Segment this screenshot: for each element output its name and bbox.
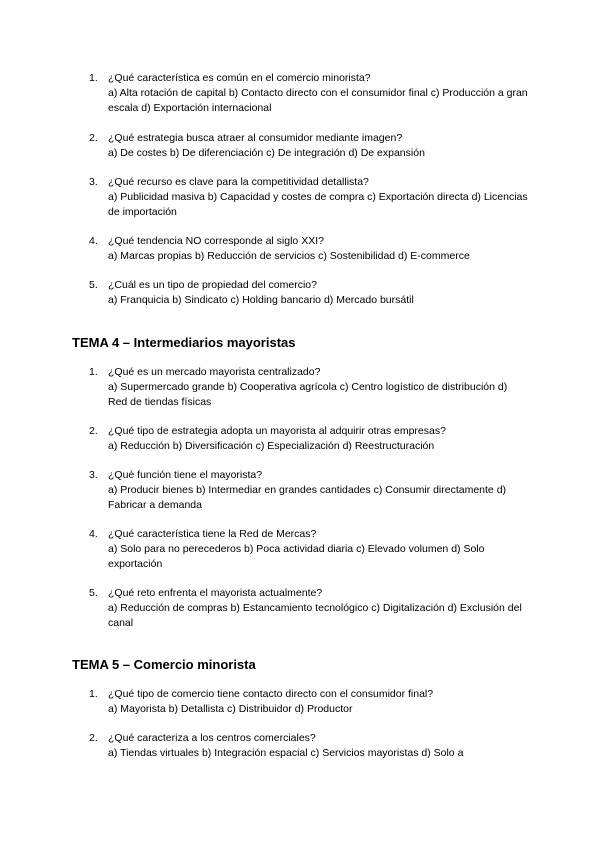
question-text: ¿Qué tipo de comercio tiene contacto directo con el consumidor final? — [108, 688, 434, 700]
question-number: 4. — [89, 235, 98, 247]
question-text: ¿Qué tipo de estrategia adopta un mayorista al adquirir otras empresas? — [108, 425, 446, 437]
question-item — [89, 71, 528, 116]
question-number: 1. — [89, 688, 98, 700]
question-options: a) Publicidad masiva b) Capacidad y costes de compra c) Exportación directa d) Licencias de importación — [108, 191, 528, 218]
question-number: 3. — [89, 469, 98, 481]
question-item — [89, 278, 528, 308]
section-heading: TEMA 4 – Intermediarios mayoristas — [72, 335, 296, 350]
question-text: ¿Qué característica es común en el comercio minorista? — [108, 72, 371, 84]
question-text: ¿Qué es un mercado mayorista centralizado? — [108, 366, 321, 378]
question-options: a) Reducción b) Diversificación c) Especialización d) Reestructuración — [108, 440, 435, 452]
question-item — [89, 234, 528, 264]
section-heading: TEMA 5 – Comercio minorista — [72, 657, 256, 672]
question-number: 3. — [89, 176, 98, 188]
question-number: 2. — [89, 132, 98, 144]
question-item — [89, 687, 528, 717]
question-number: 1. — [89, 72, 98, 84]
question-item — [89, 527, 528, 572]
question-options: a) Marcas propias b) Reducción de servicios c) Sostenibilidad d) E-commerce — [108, 250, 470, 262]
question-text: ¿Qué característica tiene la Red de Mercas? — [108, 528, 317, 540]
question-options: a) Alta rotación de capital b) Contacto directo con el consumidor final c) Producción a gran escala d) Exportación internacional — [108, 87, 528, 114]
question-item — [89, 365, 528, 410]
question-options: a) Franquicia b) Sindicato c) Holding bancario d) Mercado bursátil — [108, 294, 414, 306]
question-item — [89, 731, 528, 761]
question-number: 2. — [89, 732, 98, 744]
question-item — [89, 131, 528, 161]
question-item — [89, 468, 528, 513]
question-options: a) Solo para no perecederos b) Poca actividad diaria c) Elevado volumen d) Solo exportación — [108, 543, 485, 570]
question-item — [89, 424, 528, 454]
question-text: ¿Qué estrategia busca atraer al consumidor mediante imagen? — [108, 132, 403, 144]
question-text: ¿Cuál es un tipo de propiedad del comercio? — [108, 279, 317, 291]
question-text: ¿Qué función tiene el mayorista? — [108, 469, 263, 481]
question-item — [89, 175, 528, 220]
question-number: 4. — [89, 528, 98, 540]
question-number: 5. — [89, 279, 98, 291]
question-number: 2. — [89, 425, 98, 437]
question-text: ¿Qué tendencia NO corresponde al siglo XXI? — [108, 235, 324, 247]
question-item — [89, 586, 528, 631]
question-options: a) Producir bienes b) Intermediar en grandes cantidades c) Consumir directamente d) Fabricar a demanda — [108, 484, 507, 511]
question-text: ¿Qué recurso es clave para la competitividad detallista? — [108, 176, 369, 188]
question-options: a) Tiendas virtuales b) Integración espacial c) Servicios mayoristas d) Solo a — [108, 747, 464, 759]
question-options: a) Supermercado grande b) Cooperativa agrícola c) Centro logístico de distribución d) Red de tiendas físicas — [108, 381, 508, 408]
question-options: a) Mayorista b) Detallista c) Distribuidor d) Productor — [108, 703, 353, 715]
question-options: a) De costes b) De diferenciación c) De integración d) De expansión — [108, 147, 425, 159]
question-text: ¿Qué reto enfrenta el mayorista actualmente? — [108, 587, 323, 599]
question-text: ¿Qué caracteriza a los centros comerciales? — [108, 732, 316, 744]
question-number: 1. — [89, 366, 98, 378]
question-number: 5. — [89, 587, 98, 599]
question-options: a) Reducción de compras b) Estancamiento tecnológico c) Digitalización d) Exclusión del canal — [108, 602, 522, 629]
